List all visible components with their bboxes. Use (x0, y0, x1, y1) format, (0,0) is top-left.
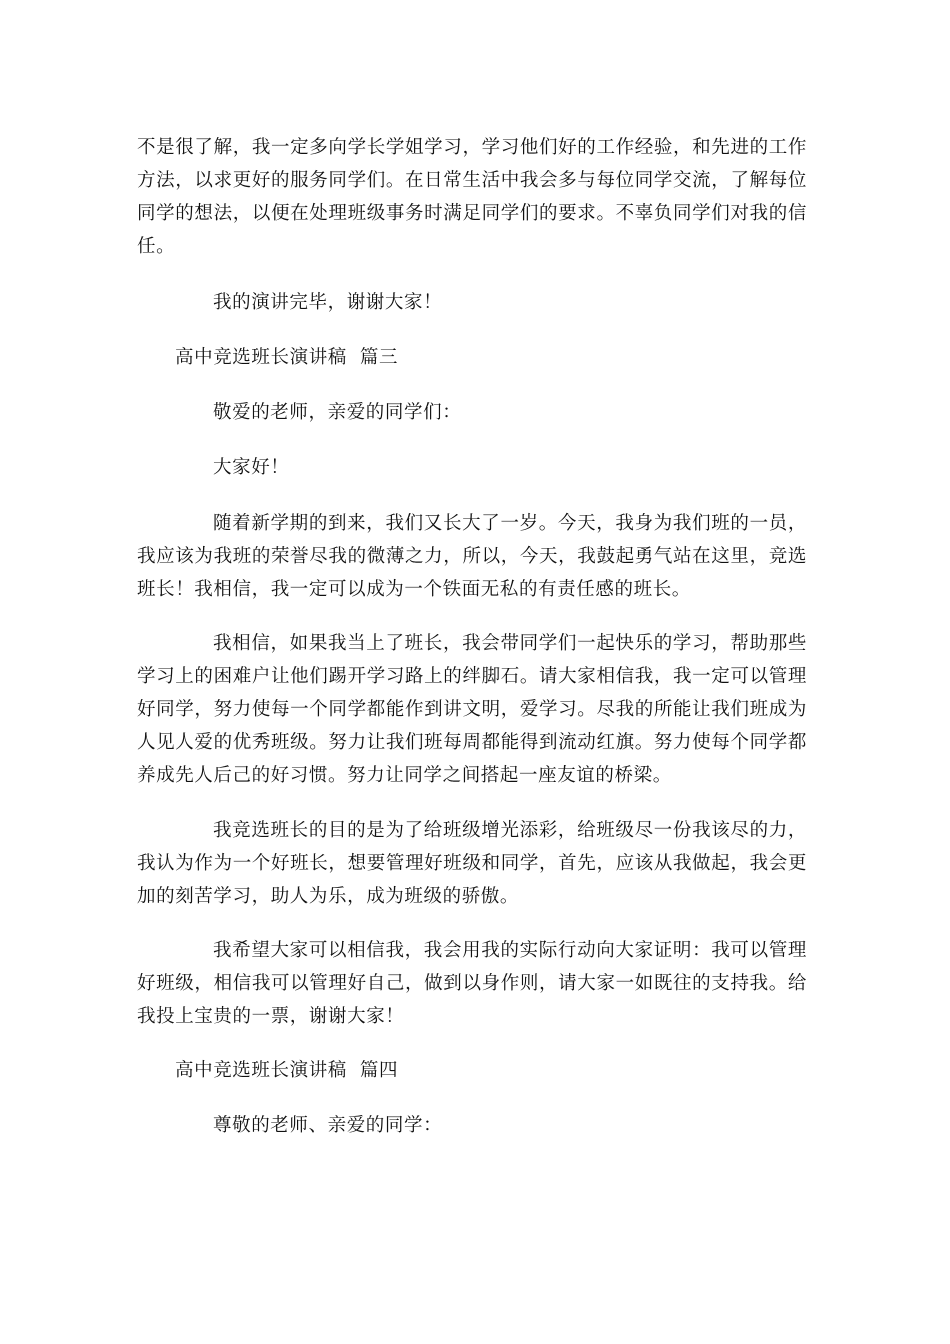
paragraph-body: 随着新学期的到来，我们又长大了一岁。今天，我身为我们班的一员，我应该为我班的荣誉尽我的微薄之力，所以，今天，我鼓起勇气站在这里，竞选班长！我相信，我一定可以成为一个铁面无私的有责任感的班长。 (137, 513, 807, 600)
paragraph-closing-thanks: 我的演讲完毕，谢谢大家！ (213, 292, 443, 313)
paragraph-salutation: 敬爱的老师，亲爱的同学们： (213, 402, 462, 423)
paragraph-greeting: 大家好！ (213, 457, 290, 478)
paragraph-salutation: 尊敬的老师、亲爱的同学： (213, 1115, 443, 1136)
paragraph-body: 我竞选班长的目的是为了给班级增光添彩，给班级尽一份我该尽的力，我认为作为一个好班长，想要管理好班级和同学，首先，应该从我做起，我会更加的刻苦学习，助人为乐，成为班级的骄傲。 (137, 820, 807, 907)
paragraph-continuation: 不是很了解，我一定多向学长学姐学习，学习他们好的工作经验，和先进的工作方法，以求更好的服务同学们。在日常生活中我会多与每位同学交流，了解每位同学的想法，以便在处理班级事务时满足同学们的要求。不辜负同学们对我的信任。 (137, 137, 807, 257)
paragraph-body: 我相信，如果我当上了班长，我会带同学们一起快乐的学习，帮助那些学习上的困难户让他们踢开学习路上的绊脚石。请大家相信我，我一定可以管理好同学，努力使每一个同学都能作到讲文明，爱学习。尽我的所能让我们班成为人见人爱的优秀班级。努力让我们班每周都能得到流动红旗。努力使每个同学都养成先人后己的好习惯。努力让同学之间搭起一座友谊的桥梁。 (137, 633, 807, 786)
section-heading-part-three: 高中竞选班长演讲稿 篇三 (175, 347, 399, 368)
paragraph-body: 我希望大家可以相信我，我会用我的实际行动向大家证明：我可以管理好班级，相信我可以管理好自己，做到以身作则，请大家一如既往的支持我。给我投上宝贵的一票，谢谢大家！ (137, 940, 807, 1027)
section-heading-part-four: 高中竞选班长演讲稿 篇四 (175, 1060, 399, 1081)
